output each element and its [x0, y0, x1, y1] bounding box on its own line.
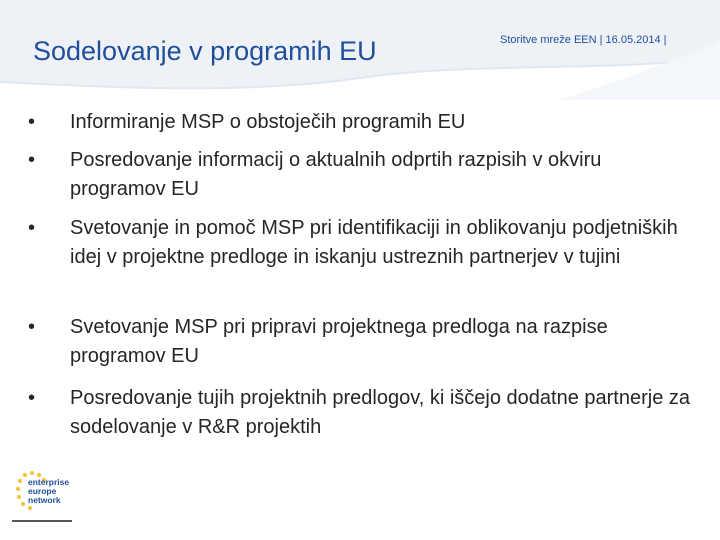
bullet-text: Informiranje MSP o obstoječih programih EU	[70, 111, 466, 133]
bullet-icon: •	[28, 217, 36, 239]
bullet-text: Svetovanje in pomoč MSP pri identifikaciji in oblikovanju podjetniških idej v projektne predloge in iskanju ustreznih partnerjev v tujini	[70, 217, 678, 268]
enterprise-europe-network-logo	[8, 465, 78, 527]
bullet-icon: •	[28, 111, 36, 133]
bullet-text: Svetovanje MSP pri pripravi projektnega predloga na razpise programov EU	[70, 316, 608, 367]
logo-tagline-mark	[12, 520, 72, 522]
slide-subtitle: Storitve mreže EEN | 16.05.2014 |	[500, 34, 667, 46]
bullet-text: Posredovanje informacij o aktualnih odprtih razpisih v okviru programov EU	[70, 149, 602, 200]
slide-title: Sodelovanje v programih EU	[33, 36, 377, 66]
bullet-icon: •	[28, 149, 36, 171]
logo-line-2: europe	[28, 486, 57, 496]
logo-line-3: network	[28, 495, 61, 505]
logo-line-1: enterprise	[28, 477, 70, 487]
bullet-icon: •	[28, 387, 36, 409]
bullet-icon: •	[28, 316, 36, 338]
bullet-text: Posredovanje tujih projektnih predlogov, ki iščejo dodatne partnerje za sodelovanje v R&R projektih	[70, 387, 691, 438]
